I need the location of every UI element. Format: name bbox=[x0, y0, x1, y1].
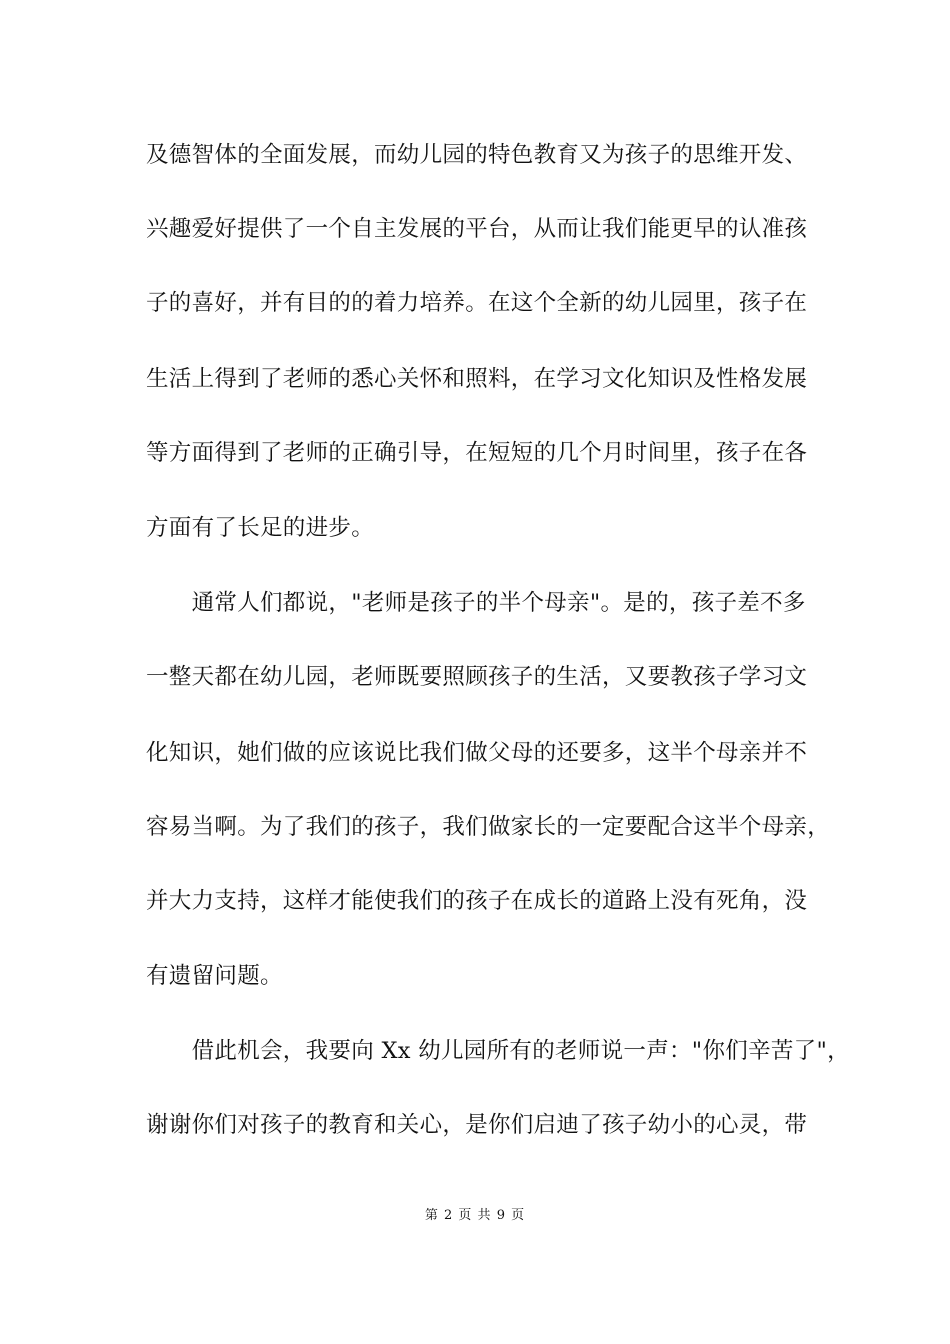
text-line: 等方面得到了老师的正确引导，在短短的几个月时间里，孩子在各 bbox=[146, 440, 808, 466]
text-line: 兴趣爱好提供了一个自主发展的平台，从而让我们能更早的认准孩 bbox=[146, 216, 808, 242]
text-line: 并大力支持，这样才能使我们的孩子在成长的道路上没有死角，没 bbox=[146, 888, 808, 914]
text-line: 谢谢你们对孩子的教育和关心，是你们启迪了孩子幼小的心灵，带 bbox=[146, 1112, 808, 1138]
text-line: 借此机会，我要向 Xx 幼儿园所有的老师说一声："你们辛苦了"， bbox=[146, 1038, 850, 1064]
text-line: 方面有了长足的进步。 bbox=[146, 515, 375, 541]
text-line: 生活上得到了老师的悉心关怀和照料，在学习文化知识及性格发展 bbox=[146, 366, 808, 392]
text-line: 化知识，她们做的应该说比我们做父母的还要多，这半个母亲并不 bbox=[146, 740, 808, 766]
text-line: 通常人们都说，"老师是孩子的半个母亲"。是的，孩子差不多 bbox=[146, 590, 806, 616]
text-line: 及德智体的全面发展，而幼儿园的特色教育又为孩子的思维开发、 bbox=[146, 142, 808, 168]
page-number-footer: 第 2 页 共 9 页 bbox=[424, 1208, 526, 1223]
text-line: 一整天都在幼儿园，老师既要照顾孩子的生活，又要教孩子学习文 bbox=[146, 664, 808, 690]
text-line: 有遗留问题。 bbox=[146, 963, 283, 989]
text-line: 子的喜好，并有目的的着力培养。在这个全新的幼儿园里，孩子在 bbox=[146, 290, 808, 316]
text-line: 容易当啊。为了我们的孩子，我们做家长的一定要配合这半个母亲， bbox=[146, 814, 831, 840]
